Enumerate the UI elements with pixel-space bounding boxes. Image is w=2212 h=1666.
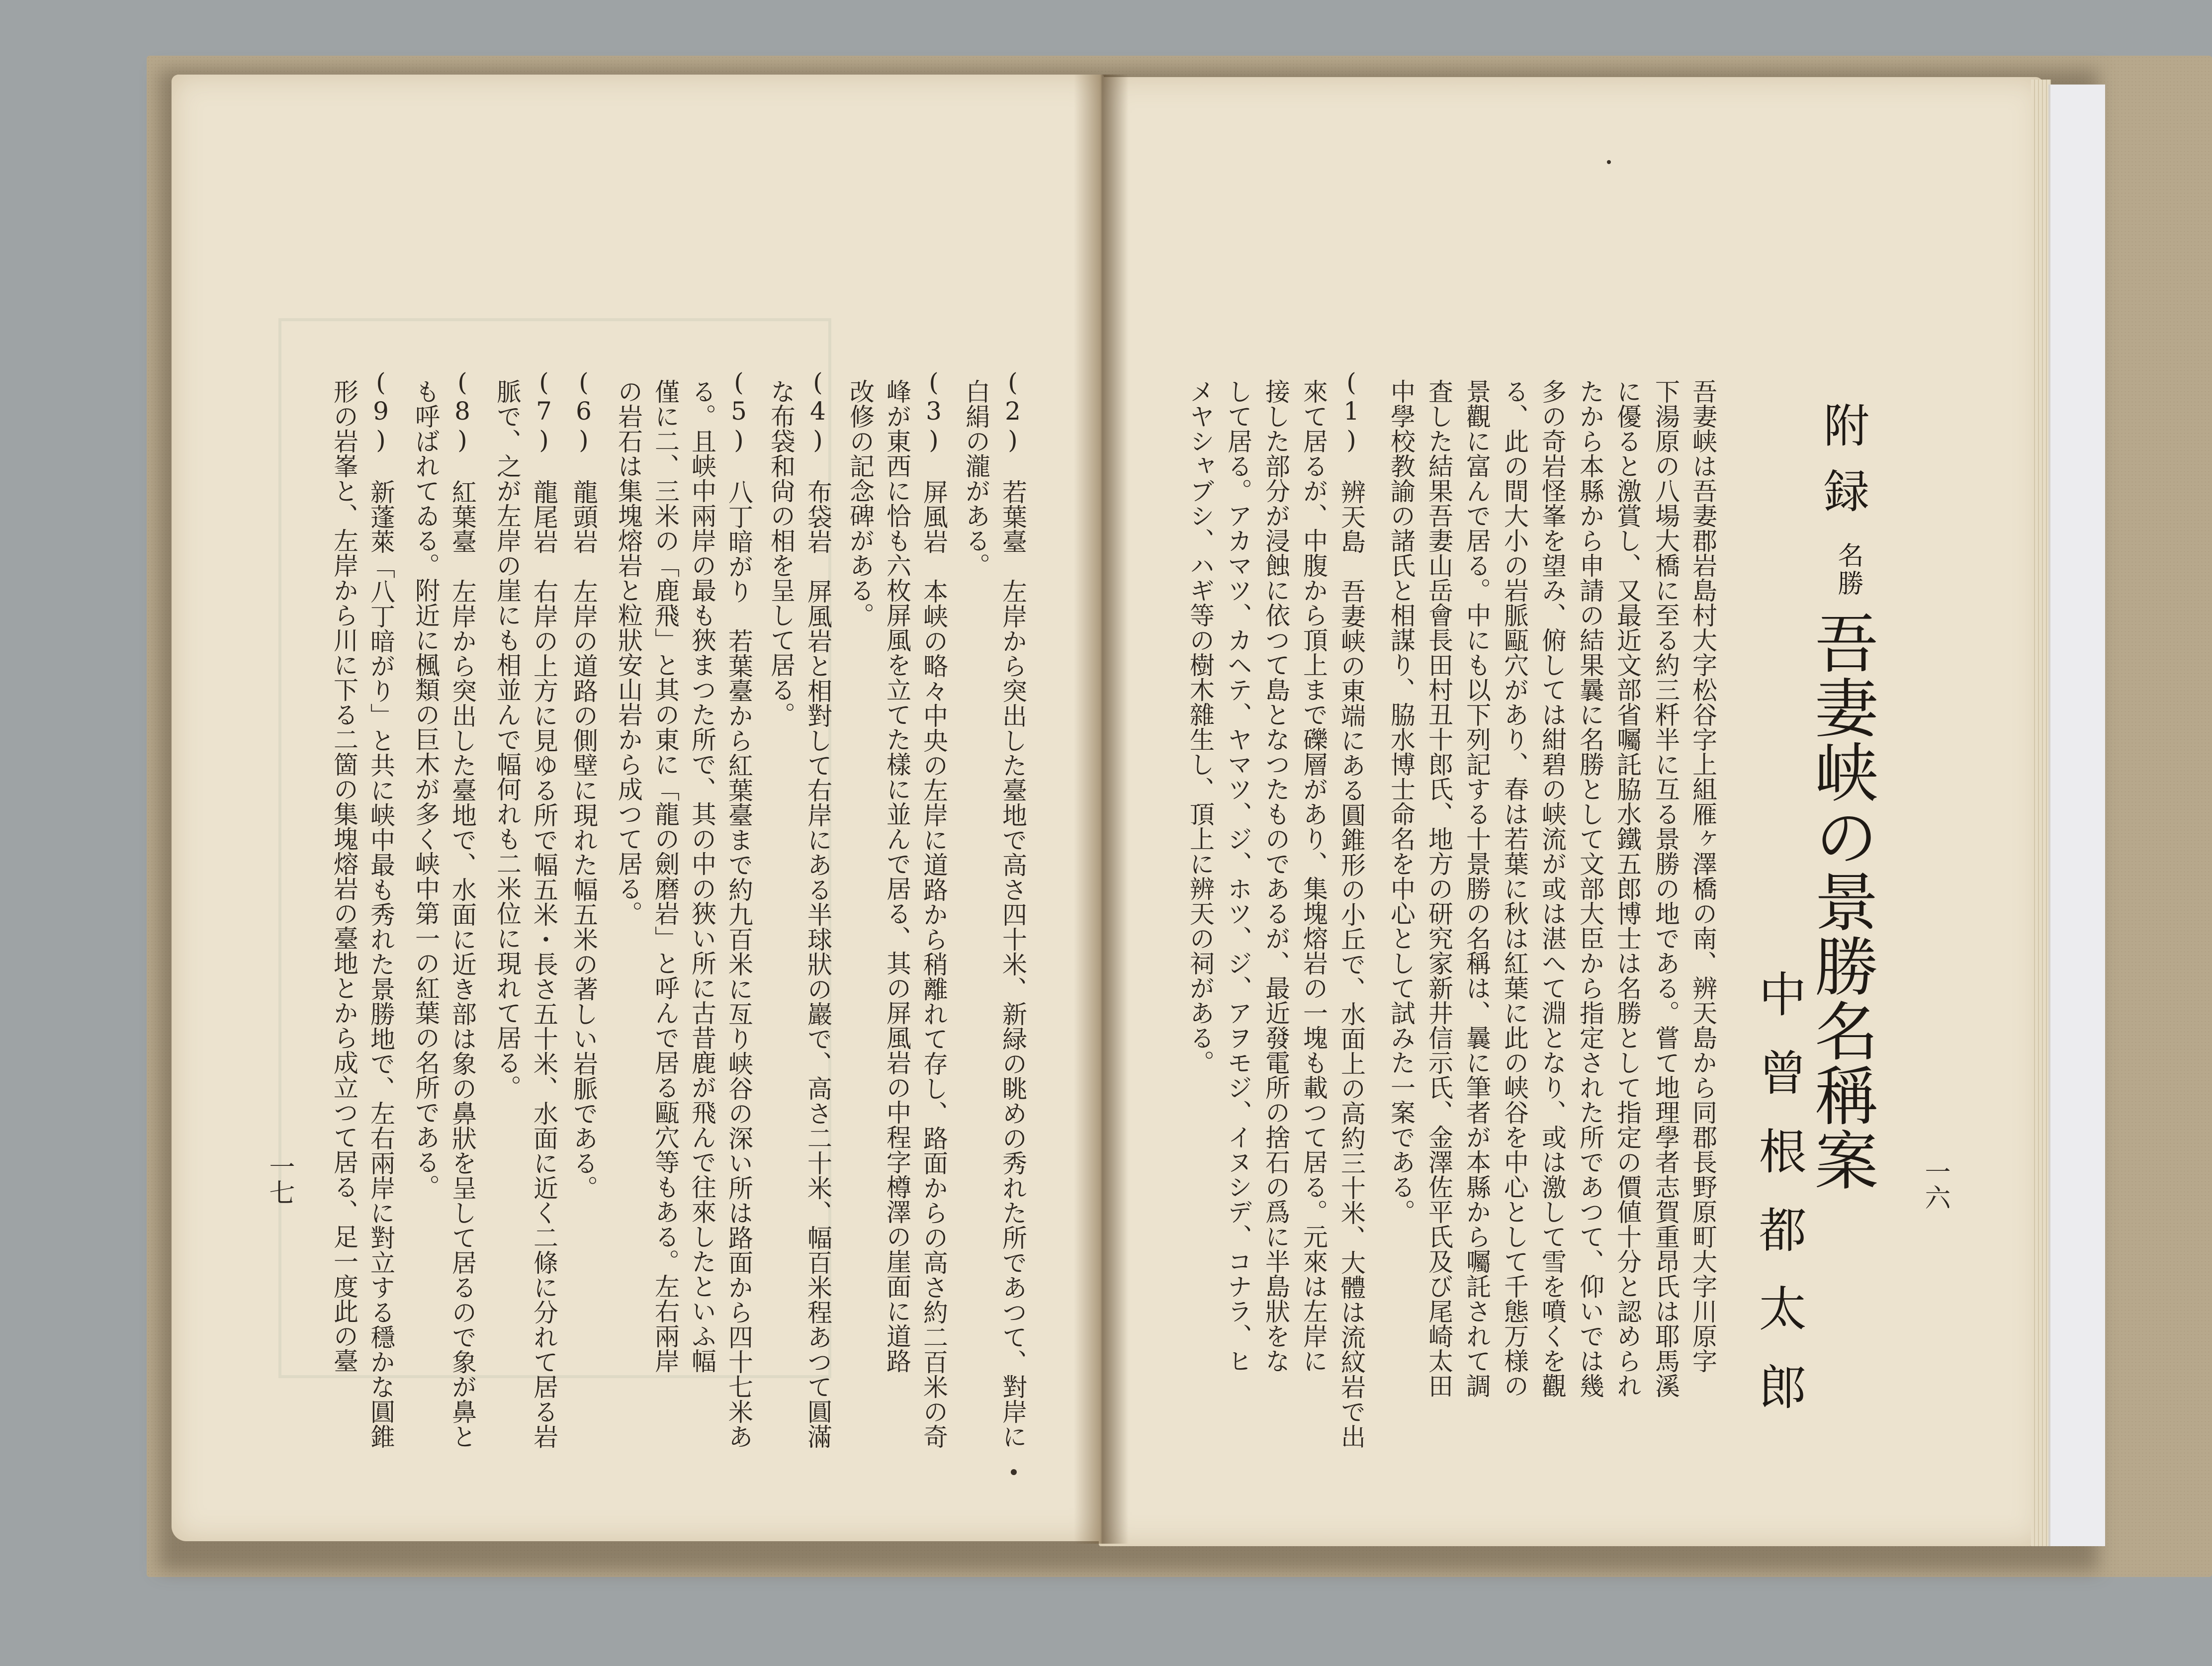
right-line-8: 査した結果吾妻山岳會長田村丑十郎氏、地方の研究家新井信示氏、金澤佐平氏及び尾崎太田 xyxy=(1424,379,1453,1398)
left-line-8: (5) 八丁暗がり 若葉臺から紅葉臺まで約九百米に亙り峡谷の深い所は路面から四十七米あ xyxy=(724,368,753,1449)
left-line-6: (4) 布袋岩 屏風岩と相對して右岸にある半球狀の巖で、高さ二十米、幅百米程あつて圓滿 xyxy=(803,368,832,1449)
left-line-2: 白絹の瀧がある。 xyxy=(962,379,990,578)
right-line-11: 來て居るが、中腹から頂上まで礫層があり、集塊熔岩の一塊も載つて居る。元來は左岸に xyxy=(1299,379,1328,1373)
author-name: 中曾根都太郎 xyxy=(1751,969,1807,1441)
left-line-7: な布袋和尙の相を呈して居る。 xyxy=(767,379,796,727)
right-line-1: 吾妻峡は吾妻郡岩島村大字松谷字上組雁ヶ澤橋の南、辨天島から同郡長野原町大字川原字 xyxy=(1688,379,1717,1373)
right-line-14: メヤシャブシ、ハギ等の樹木雜生し、頂上に辨天の祠がある。 xyxy=(1186,379,1215,1075)
left-line-14: 脈で、之が左岸の崖にも相並んで幅何れも二米位に現れて居る。 xyxy=(493,379,522,1100)
right-line-3: に優ると激賞し、又最近文部省囑託脇水鐵五郎博士は名勝として指定の價値十分と認められ xyxy=(1613,379,1642,1398)
page-title: 吾妻峡の景勝名稱案 xyxy=(1804,611,1878,1192)
book-gutter xyxy=(1074,75,1129,1544)
left-line-12: (6) 龍頭岩 左岸の道路の側壁に現れた幅五米の著しい岩脈である。 xyxy=(569,368,598,1200)
page-edges xyxy=(2031,80,2051,1546)
heading-appendix: 附録 xyxy=(1816,402,1869,533)
ink-speck xyxy=(1607,160,1611,164)
heading-small: 名勝 xyxy=(1833,542,1863,598)
right-line-9: 中學校教諭の諸氏と相謀り、脇水博士命名を中心として試みた一案である。 xyxy=(1387,379,1416,1224)
left-line-9: る。且峡中兩岸の最も狹まつた所で、其の中の狹い所に古昔鹿が飛んで往來したといふ幅 xyxy=(688,379,716,1373)
left-line-3: (3) 屏風岩 本峡の略々中央の左岸に道路から稍離れて存し、路面からの高さ約二百米の奇 xyxy=(919,368,948,1449)
right-line-5: 多の奇岩怪峯を望み、俯しては紺碧の峡流が或は湛へて淵となり、或は激して雪を噴くを觀 xyxy=(1538,379,1567,1398)
right-line-10: (1) 辨天島 吾妻峡の東端にある圓錐形の小丘で、水面上の高約三十米、大體は流紋岩で出 xyxy=(1337,368,1366,1449)
ink-dot xyxy=(1011,1469,1017,1475)
right-line-6: る、此の間大小の岩脈甌穴があり、春は若葉に秋は紅葉に此の峡谷を中心として千態万様の xyxy=(1500,379,1529,1398)
left-page-number: 一七 xyxy=(265,1153,294,1205)
left-line-13: (7) 龍尾岩 右岸の上方に見ゆる所で幅五米・長さ五十米、水面に近く二條に分れて居る岩 xyxy=(530,368,558,1449)
back-cover-edge xyxy=(2048,85,2105,1546)
right-line-13: して居る。アカマツ、カヘテ、ヤマツ、ジ、ホツ、ジ、アヲモジ、イヌシデ、コナラ、ヒ xyxy=(1224,379,1252,1373)
left-line-16: も呼ばれてゐる。附近に楓類の巨木が多く峡中第一の紅葉の名所である。 xyxy=(411,379,440,1199)
right-line-12: 接した部分が浸蝕に依つて島となつたものであるが、最近發電所の捨石の爲に半島狀をな xyxy=(1261,379,1290,1373)
right-line-7: 景觀に富んで居る。中にも以下列記する十景勝の名稱は、曩に筆者が本縣から囑託されて調 xyxy=(1462,379,1491,1398)
left-line-10: 僅に二、三米の「鹿飛」と其の東に「龍の劍磨岩」と呼んで居る甌穴等もある。左右兩岸 xyxy=(651,379,680,1373)
left-line-4: 峰が東西に恰も六枚屏風を立てた樣に並んで居る、其の屏風岩の中程字樽澤の崖面に道路 xyxy=(883,379,911,1373)
left-line-1: (2) 若葉臺 左岸から突出した臺地で高さ四十米、新緑の眺めの秀れた所であつて、對岸に xyxy=(998,368,1027,1449)
right-line-4: たから本縣から申請の結果曩に名勝として文部大臣から指定された所であつて、仰いでは幾 xyxy=(1576,379,1604,1398)
left-line-11: の岩石は集塊熔岩と粒狀安山岩から成つて居る。 xyxy=(614,379,643,926)
right-line-2: 下湯原の八場大橋に至る約三粁半に互る景勝の地である。嘗て地理學者志賀重昂氏は耶馬溪 xyxy=(1651,379,1680,1398)
left-line-18: 形の岩峯と、左岸から川に下る二箇の集塊熔岩の臺地とから成立つて居る、足一度此の臺 xyxy=(330,379,358,1373)
left-line-17: (9) 新蓬萊「八丁暗がり」と共に峡中最も秀れた景勝地で、左右兩岸に對立する穩かな圓錐 xyxy=(366,368,395,1449)
left-line-15: (8) 紅葉臺 左岸から突出した臺地で、水面に近き部は象の鼻狀を呈して居るので象が鼻と xyxy=(448,368,477,1449)
left-line-5: 改修の記念碑がある。 xyxy=(846,379,875,627)
right-page-number: 一六 xyxy=(1920,1158,1950,1210)
